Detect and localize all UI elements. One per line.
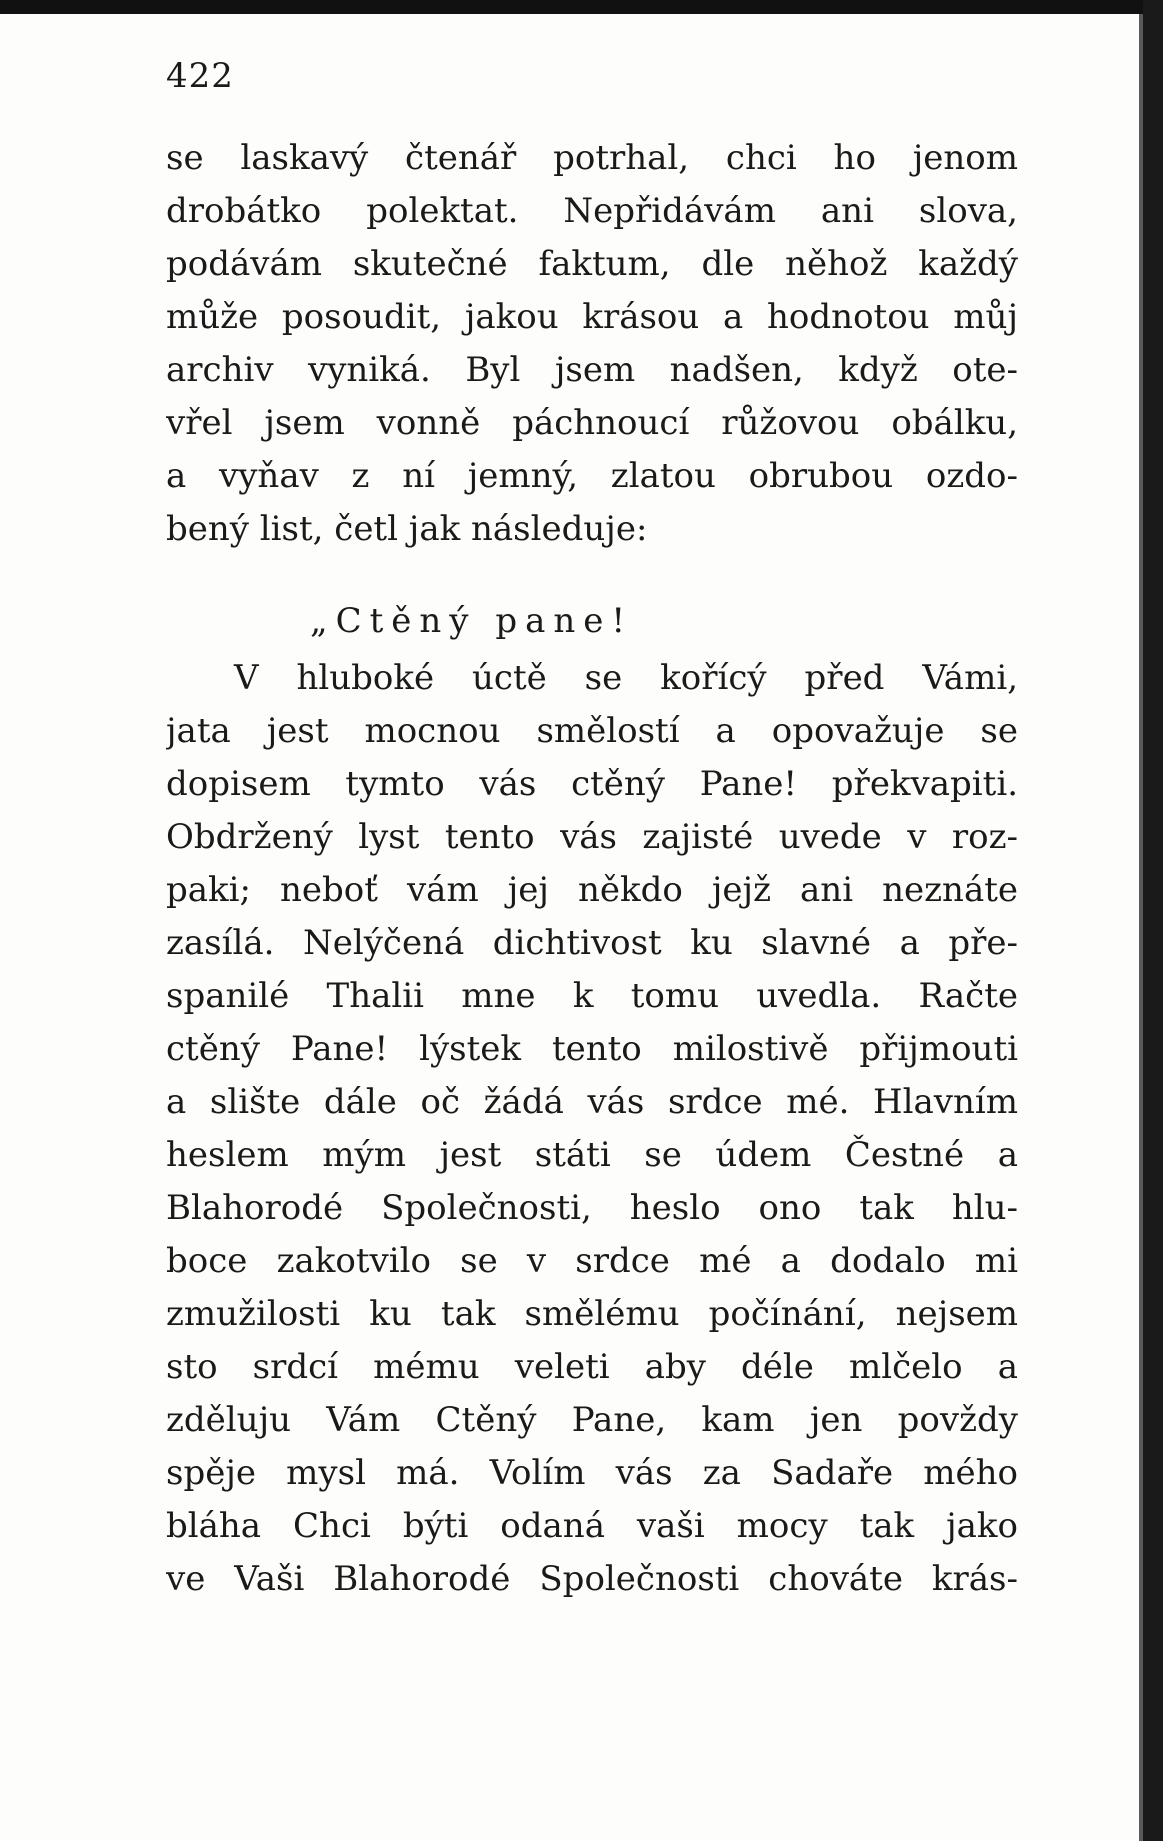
body-text xyxy=(166,132,1018,1606)
text-line: sto srdcí mému veleti aby déle mlčelo a xyxy=(166,1347,1018,1387)
text-line: boce zakotvilo se v srdce mé a dodalo mi xyxy=(166,1241,1018,1281)
paragraph-gap xyxy=(166,556,1018,590)
scan-top-edge xyxy=(0,0,1163,14)
text-line: jata jest mocnou smělostí a opovažuje se xyxy=(166,711,1018,751)
text-line: heslem mým jest státi se údem Čestné a xyxy=(166,1135,1018,1175)
page-number: 422 xyxy=(166,56,234,96)
text-line: zděluju Vám Ctěný Pane, kam jen povždy xyxy=(166,1400,1018,1440)
text-line: bený list, četl jak následuje: xyxy=(166,509,648,549)
text-line: spěje mysl má. Volím vás za Sadaře mého xyxy=(166,1453,1018,1493)
text-line: spanilé Thalii mne k tomu uvedla. Račte xyxy=(166,976,1018,1016)
text-line: a slište dále oč žádá vás srdce mé. Hlavním xyxy=(166,1082,1018,1122)
text-line: podávám skutečné faktum, dle něhož každý xyxy=(166,244,1018,284)
scan-right-shadow xyxy=(1139,14,1143,1841)
text-line: V hluboké úctě se kořícý před Vámi, xyxy=(234,658,1018,698)
text-line: ctěný Pane! lýstek tento milostivě přijmouti xyxy=(166,1029,1018,1069)
text-line: vřel jsem vonně páchnoucí růžovou obálku, xyxy=(166,403,1018,443)
text-line: paki; neboť vám jej někdo jejž ani neznáte xyxy=(166,870,1018,910)
text-line: archiv vyniká. Byl jsem nadšen, když ote- xyxy=(166,350,1018,390)
text-line: bláha Chci býti odaná vaši mocy tak jako xyxy=(166,1506,1018,1546)
text-line: zasílá. Nelýčená dichtivost ku slavné a pře- xyxy=(166,923,1018,963)
text-line: ve Vaši Blahorodé Společnosti chováte krás- xyxy=(166,1559,1018,1599)
text-line: může posoudit, jakou krásou a hodnotou můj xyxy=(166,297,1018,337)
text-line: a vyňav z ní jemný, zlatou obrubou ozdo- xyxy=(166,456,1018,496)
letter-salutation: „Ctěný pane! xyxy=(310,601,634,641)
text-line: dopisem tymto vás ctěný Pane! překvapiti. xyxy=(166,764,1018,804)
paragraph-intro xyxy=(166,132,1018,556)
text-line: Blahorodé Společnosti, heslo ono tak hlu- xyxy=(166,1188,1018,1228)
text-line: Obdržený lyst tento vás zajisté uvede v roz- xyxy=(166,817,1018,857)
letter-body xyxy=(166,652,1018,1606)
text-line: zmužilosti ku tak smělému počínání, nejsem xyxy=(166,1294,1018,1334)
scan-right-edge xyxy=(1143,0,1163,1841)
text-line: se laskavý čtenář potrhal, chci ho jenom xyxy=(166,138,1018,178)
text-line: drobátko polektat. Nepřidávám ani slova, xyxy=(166,191,1018,231)
